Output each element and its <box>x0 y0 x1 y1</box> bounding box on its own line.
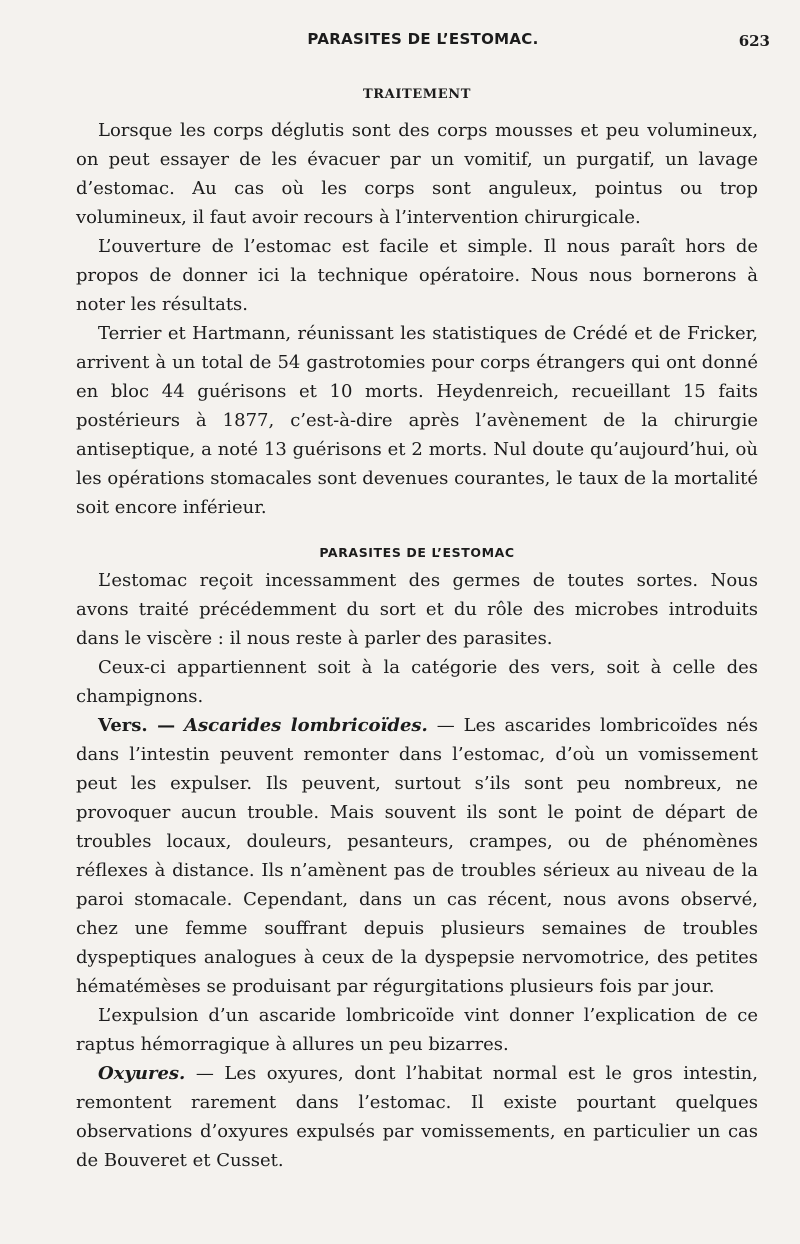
heading-traitement: TRAITEMENT <box>362 87 472 102</box>
heading-parasites: PARASITES DE L’ESTOMAC <box>319 545 515 560</box>
paragraph-oxyures-text: — Les oxyures, dont l’habitat normal est le gros intestin, remontent rarement dans l’estomac. Il existe pourtant quelques observations d’oxyures expulsés par vomissements, en particulier un cas de Bouveret et Cusset. <box>76 1063 758 1171</box>
paragraph-expulsion: L’expulsion d’un ascaride lombricoïde vint donner l’explication de ce raptus hémorragique à allures un peu bizarres. <box>76 1005 758 1055</box>
body-text <box>76 82 758 1175</box>
running-head <box>76 30 770 56</box>
oxyures-label: Oxyures. <box>98 1063 186 1084</box>
paragraph-parasites-2: Ceux-ci appartiennent soit à la catégorie des vers, soit à celle des champignons. <box>76 657 758 707</box>
paragraph-vers <box>76 711 758 1001</box>
paragraph-treatment-1: Lorsque les corps déglutis sont des corps mousses et peu volumineux, on peut essayer de les évacuer par un vomitif, un purgatif, un lavage d’estomac. Au cas où les corps sont anguleux, pointus ou trop volumineux, il faut avoir recours à l’intervention chirurgicale. <box>76 120 758 228</box>
paragraph-vers-text: — Les ascarides lombricoïdes nés dans l’intestin peuvent remonter dans l’estomac, d’où un vomissement peut les expulser. Ils peuvent, surtout s’ils sont peu nombreux, ne provoquer aucun trouble. Mais souvent ils sont le point de départ de troubles locaux, douleurs, pesanteurs, crampes, ou de phénomènes réflexes à distance. Ils n’amènent pas de troubles sérieux au niveau de la paroi stomacale. Cependant, dans un cas récent, nous avons observé, chez une femme souffrant depuis plusieurs semaines de troubles dyspeptiques analogues à ceux de la dyspepsie nervomotrice, des petites hématémèses se produisant par régurgitations plusieurs fois par jour. <box>76 715 758 997</box>
vers-label: Vers. — <box>98 715 176 736</box>
paragraph-treatment-2: L’ouverture de l’estomac est facile et simple. Il nous paraît hors de propos de donner ici la technique opératoire. Nous nous bornerons à noter les résultats. <box>76 236 758 315</box>
page-number: 623 <box>738 32 770 50</box>
ascarides-label: Ascarides lombricoïdes. <box>184 715 428 736</box>
running-title: PARASITES DE L’ESTOMAC. <box>307 30 539 48</box>
paragraph-parasites-1: L’estomac reçoit incessamment des germes de toutes sortes. Nous avons traité précédemment du sort et du rôle des microbes introduits dans le viscère : il nous reste à parler des parasites. <box>76 570 758 649</box>
paragraph-oxyures <box>76 1059 758 1175</box>
paragraph-treatment-3: Terrier et Hartmann, réunissant les statistiques de Crédé et de Fricker, arrivent à un total de 54 gastrotomies pour corps étrangers qui ont donné en bloc 44 guérisons et 10 morts. Heydenreich, recueillant 15 faits postérieurs à 1877, c’est-à-dire après l’avènement de la chirurgie antiseptique, a noté 13 guérisons et 2 morts. Nul doute qu’aujourd’hui, où les opérations stomacales sont devenues courantes, le taux de la mortalité soit encore inférieur. <box>76 323 758 518</box>
